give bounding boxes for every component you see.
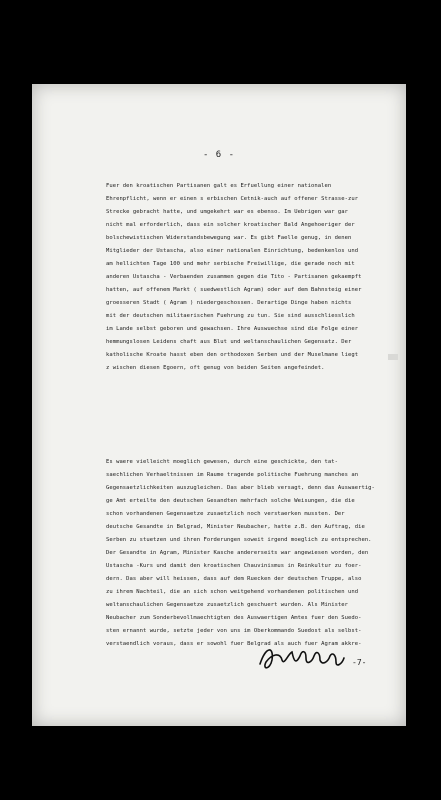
text-line: mit der deutschen militaerischen Fuehrung zu tun. Sie sind ausschliesslich <box>106 313 355 319</box>
text-line: Fuer den kroatischen Partisanen galt es Erfuellung einer nationalen <box>106 183 332 189</box>
text-line: schon vorhandenen Gegensaetze zusaetzlich noch verstaerken mussten. Der <box>106 511 345 517</box>
text-line: zu ihrem Nachteil, die an sich schon weitgehend vorhandenen politischen und <box>106 589 359 595</box>
text-line: nicht mal erforderlich, dass ein solcher kroatischer Bald Angehoeriger der <box>106 222 355 228</box>
text-line: Strecke gebracht hatte, und umgekehrt war es ebenso. Im Uebrigen war gar <box>106 209 349 215</box>
text-line: hatten, auf offenem Markt ( suedwestlich Agram) oder auf dem Bahnsteig einer <box>106 287 362 293</box>
text-line: Gegensaetzlichkeiten auszugleichen. Das aber blieb versagt, denn das Auswaertig- <box>106 485 375 491</box>
text-line: am hellichten Tage 100 und mehr serbische Freiwillige, die gerade noch mit <box>106 261 355 267</box>
page-number: - 6 - <box>202 150 236 160</box>
text-line: deutsche Gesandte in Belgrad, Minister Neubacher, hatte z.B. den Auftrag, die <box>106 524 365 530</box>
text-line: Es waere vielleicht moeglich gewesen, durch eine geschickte, den tat- <box>106 459 338 465</box>
scan-artifact <box>388 354 398 360</box>
text-line: Ustascha -Kurs und damit den kroatischen Chauvinismus in Reinkultur zu foer- <box>106 563 362 569</box>
text-line: weltanschaulichen Gegensaetze zusaetzlich geschuert wurden. Als Minister <box>106 602 349 608</box>
text-line: im Lande selbst geboren und gewachsen. Ihre Auswuechse sind die Folge einer <box>106 326 359 332</box>
text-line: Serben zu stuetzen und ihren Forderungen soweit irgend moeglich zu entsprechen. <box>106 537 372 543</box>
text-line: katholische Kroate hasst eben den orthodoxen Serben und der Muselmane liegt <box>106 352 359 358</box>
text-line: anderen Ustascha - Verbaenden zusammen gegen die Tito - Partisanen gekaempft <box>106 274 362 280</box>
text-line: Neubacher zum Sonderbevollmaechtigten des Auswaertigen Amtes fuer den Suedo- <box>106 615 362 621</box>
paragraph-1 <box>106 180 378 375</box>
text-line: bolschewistischen Widerstandsbewegung war. Es gibt Faelle genug, in denen <box>106 235 352 241</box>
text-line: dern. Das aber will heissen, dass auf dem Ruecken der deutschen Truppe, also <box>106 576 362 582</box>
text-line: hemmungslosen Leidens chaft aus Blut und weltanschaulichen Gegensatz. Der <box>106 339 352 345</box>
text-line: Der Gesandte in Agram, Minister Kasche andererseits war angewiesen worden, den <box>106 550 369 556</box>
handwritten-signature <box>252 640 352 676</box>
text-line: z wischen diesen Egoern, oft genug von beiden Seiten angefeindet. <box>106 365 325 371</box>
text-line: Mitglieder der Ustascha, also einer nationalen Einrichtung, bedenkenlos und <box>106 248 359 254</box>
text-line: sten ernannt wurde, setzte jeder von uns im Oberkommando Suedost als selbst- <box>106 628 362 634</box>
text-line: Ehrenpflicht, wenn er einen s erbischen Cetnik-auch auf offener Strasse-zur <box>106 196 359 202</box>
text-line: ge Amt erteilte den deutschen Gesandten mehrfach solche Weisungen, die die <box>106 498 355 504</box>
text-line: groesseren Stadt ( Agram ) niedergeschossen. Derartige Dinge haben nichts <box>106 300 352 306</box>
document-page <box>32 84 406 726</box>
paragraph-2 <box>106 456 378 651</box>
next-page-marker: -7- <box>352 658 367 667</box>
text-line: saechlichen Verhaeltnissen im Raume tragende politische Fuehrung manches an <box>106 472 359 478</box>
text-line: verstaendlich voraus, dass er sowohl fuer Belgrad als auch fuer Agram akkre- <box>106 641 362 647</box>
